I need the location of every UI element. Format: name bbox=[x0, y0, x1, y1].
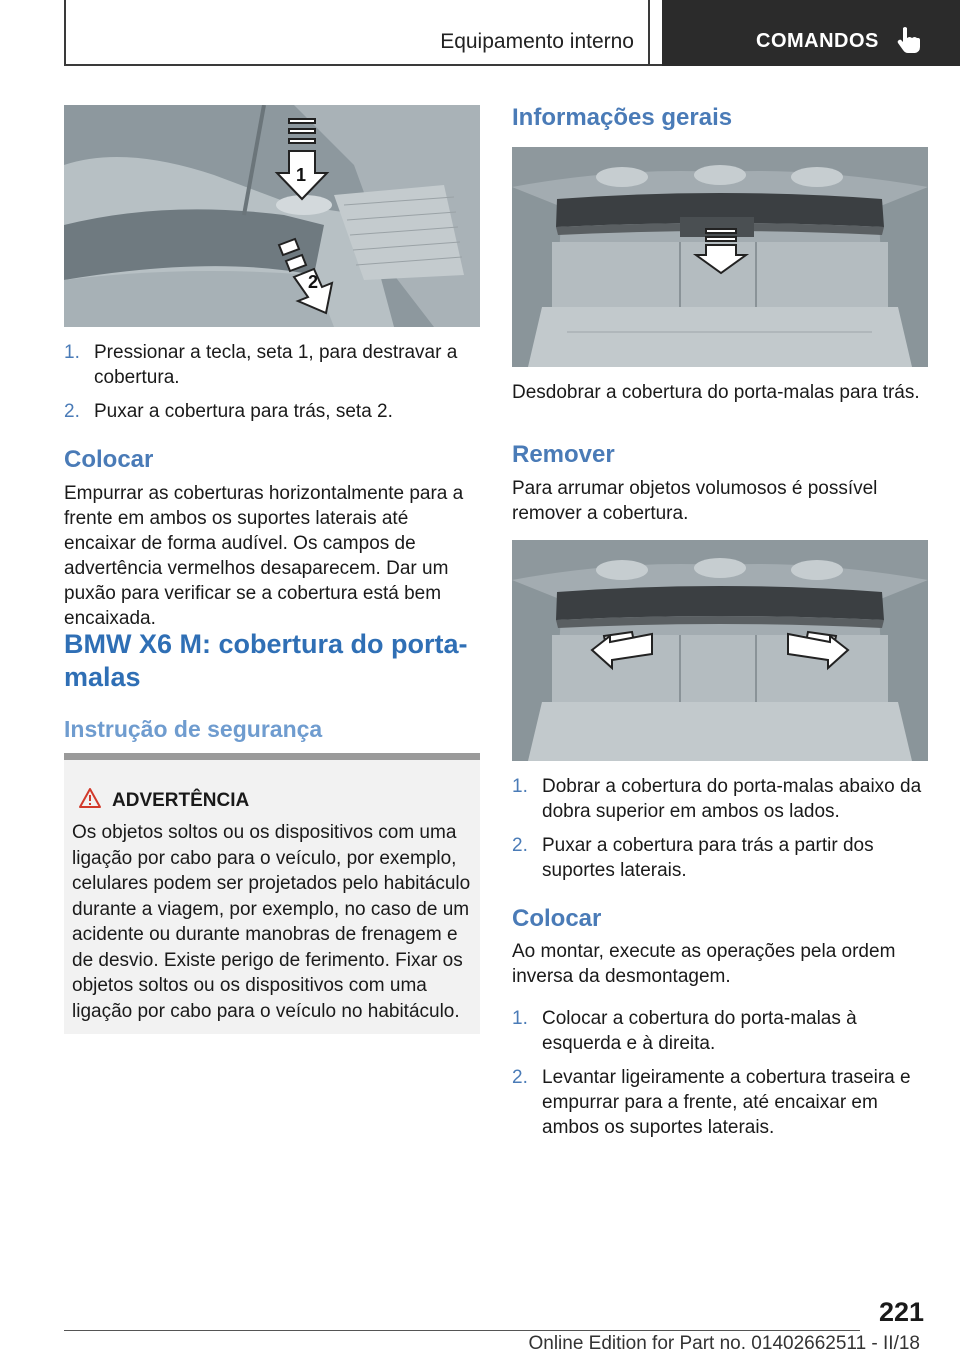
warning-triangle-icon bbox=[78, 787, 102, 809]
remover-text: Para arrumar objetos volumosos é possível remover a cobertura. bbox=[512, 478, 878, 524]
trunk-cover-unfold-illustration bbox=[512, 147, 928, 367]
cover-release-illustration bbox=[64, 105, 480, 327]
safety-heading: Instrução de segurança bbox=[64, 716, 323, 742]
remover-steps bbox=[512, 774, 928, 892]
footer-rule bbox=[64, 1330, 860, 1331]
footer-edition: Online Edition for Part no. 01402662511 - II/18 bbox=[528, 1333, 920, 1354]
remover-heading: Remover bbox=[512, 441, 615, 468]
colocar-text-right: Ao montar, execute as operações pela ordem inversa da desmontagem. bbox=[512, 941, 896, 987]
header-chapter-label: COMANDOS bbox=[756, 30, 879, 52]
list-item: 1. Colocar a cobertura do porta-malas à esquerda e à direita. bbox=[512, 1008, 857, 1054]
colocar-text-left: Empurrar as coberturas horizontalmente para a frente em ambos os suportes laterais até encaixar de forma audível. Os campos de advertência vermelhos desaparecem. Dar um puxão para verificar se a cobertura está bem encaixada. bbox=[64, 483, 464, 629]
page-number: 221 bbox=[878, 1297, 924, 1327]
list-item: 2. Levantar ligeiramente a cobertura traseira e empurrar para a frente, até encaixar em ambos os suportes laterais. bbox=[512, 1067, 911, 1138]
arrow-1-label: 1 bbox=[296, 165, 307, 185]
header-chapter-tab bbox=[662, 0, 960, 66]
warning-text: Os objetos soltos ou os dispositivos com uma ligação por cabo para o veículo, por exemplo, celulares podem ser projetados pelo habitáculo durante a viagem, por exemplo, no caso de um acidente ou durante manobras de frenagem e de desvio. Existe perigo de ferimento. Fixar os objetos soltos ou os dispositivos com uma ligação por cabo para o veículo no habitáculo. bbox=[72, 822, 471, 1022]
list-item: 2. Puxar a cobertura para trás, seta 2. bbox=[64, 401, 393, 422]
list-item: 2. Puxar a cobertura para trás a partir dos suportes laterais. bbox=[512, 835, 874, 881]
release-steps bbox=[64, 340, 480, 433]
colocar-steps bbox=[512, 1006, 928, 1149]
warning-title: ADVERTÊNCIA bbox=[112, 790, 250, 811]
list-item: 1. Dobrar a cobertura do porta-malas abaixo da dobra superior em ambos os lados. bbox=[512, 776, 922, 822]
colocar-heading-right: Colocar bbox=[512, 905, 602, 932]
info-heading: Informações gerais bbox=[512, 104, 733, 131]
header-section-label: Equipamento interno bbox=[440, 30, 634, 53]
list-item: 1. Pressionar a tecla, seta 1, para destravar a cobertura. bbox=[64, 342, 458, 388]
warning-box bbox=[64, 753, 480, 1034]
pointing-hand-icon bbox=[896, 26, 922, 54]
trunk-cover-remove-illustration bbox=[512, 540, 928, 761]
bmw-x6m-heading: BMW X6 M: cobertura do porta-malas bbox=[64, 629, 468, 692]
header-section-tab bbox=[64, 0, 650, 66]
colocar-heading-left: Colocar bbox=[64, 446, 154, 473]
arrow-2-label: 2 bbox=[308, 272, 319, 292]
info-text: Desdobrar a cobertura do porta-malas para trás. bbox=[512, 382, 920, 403]
